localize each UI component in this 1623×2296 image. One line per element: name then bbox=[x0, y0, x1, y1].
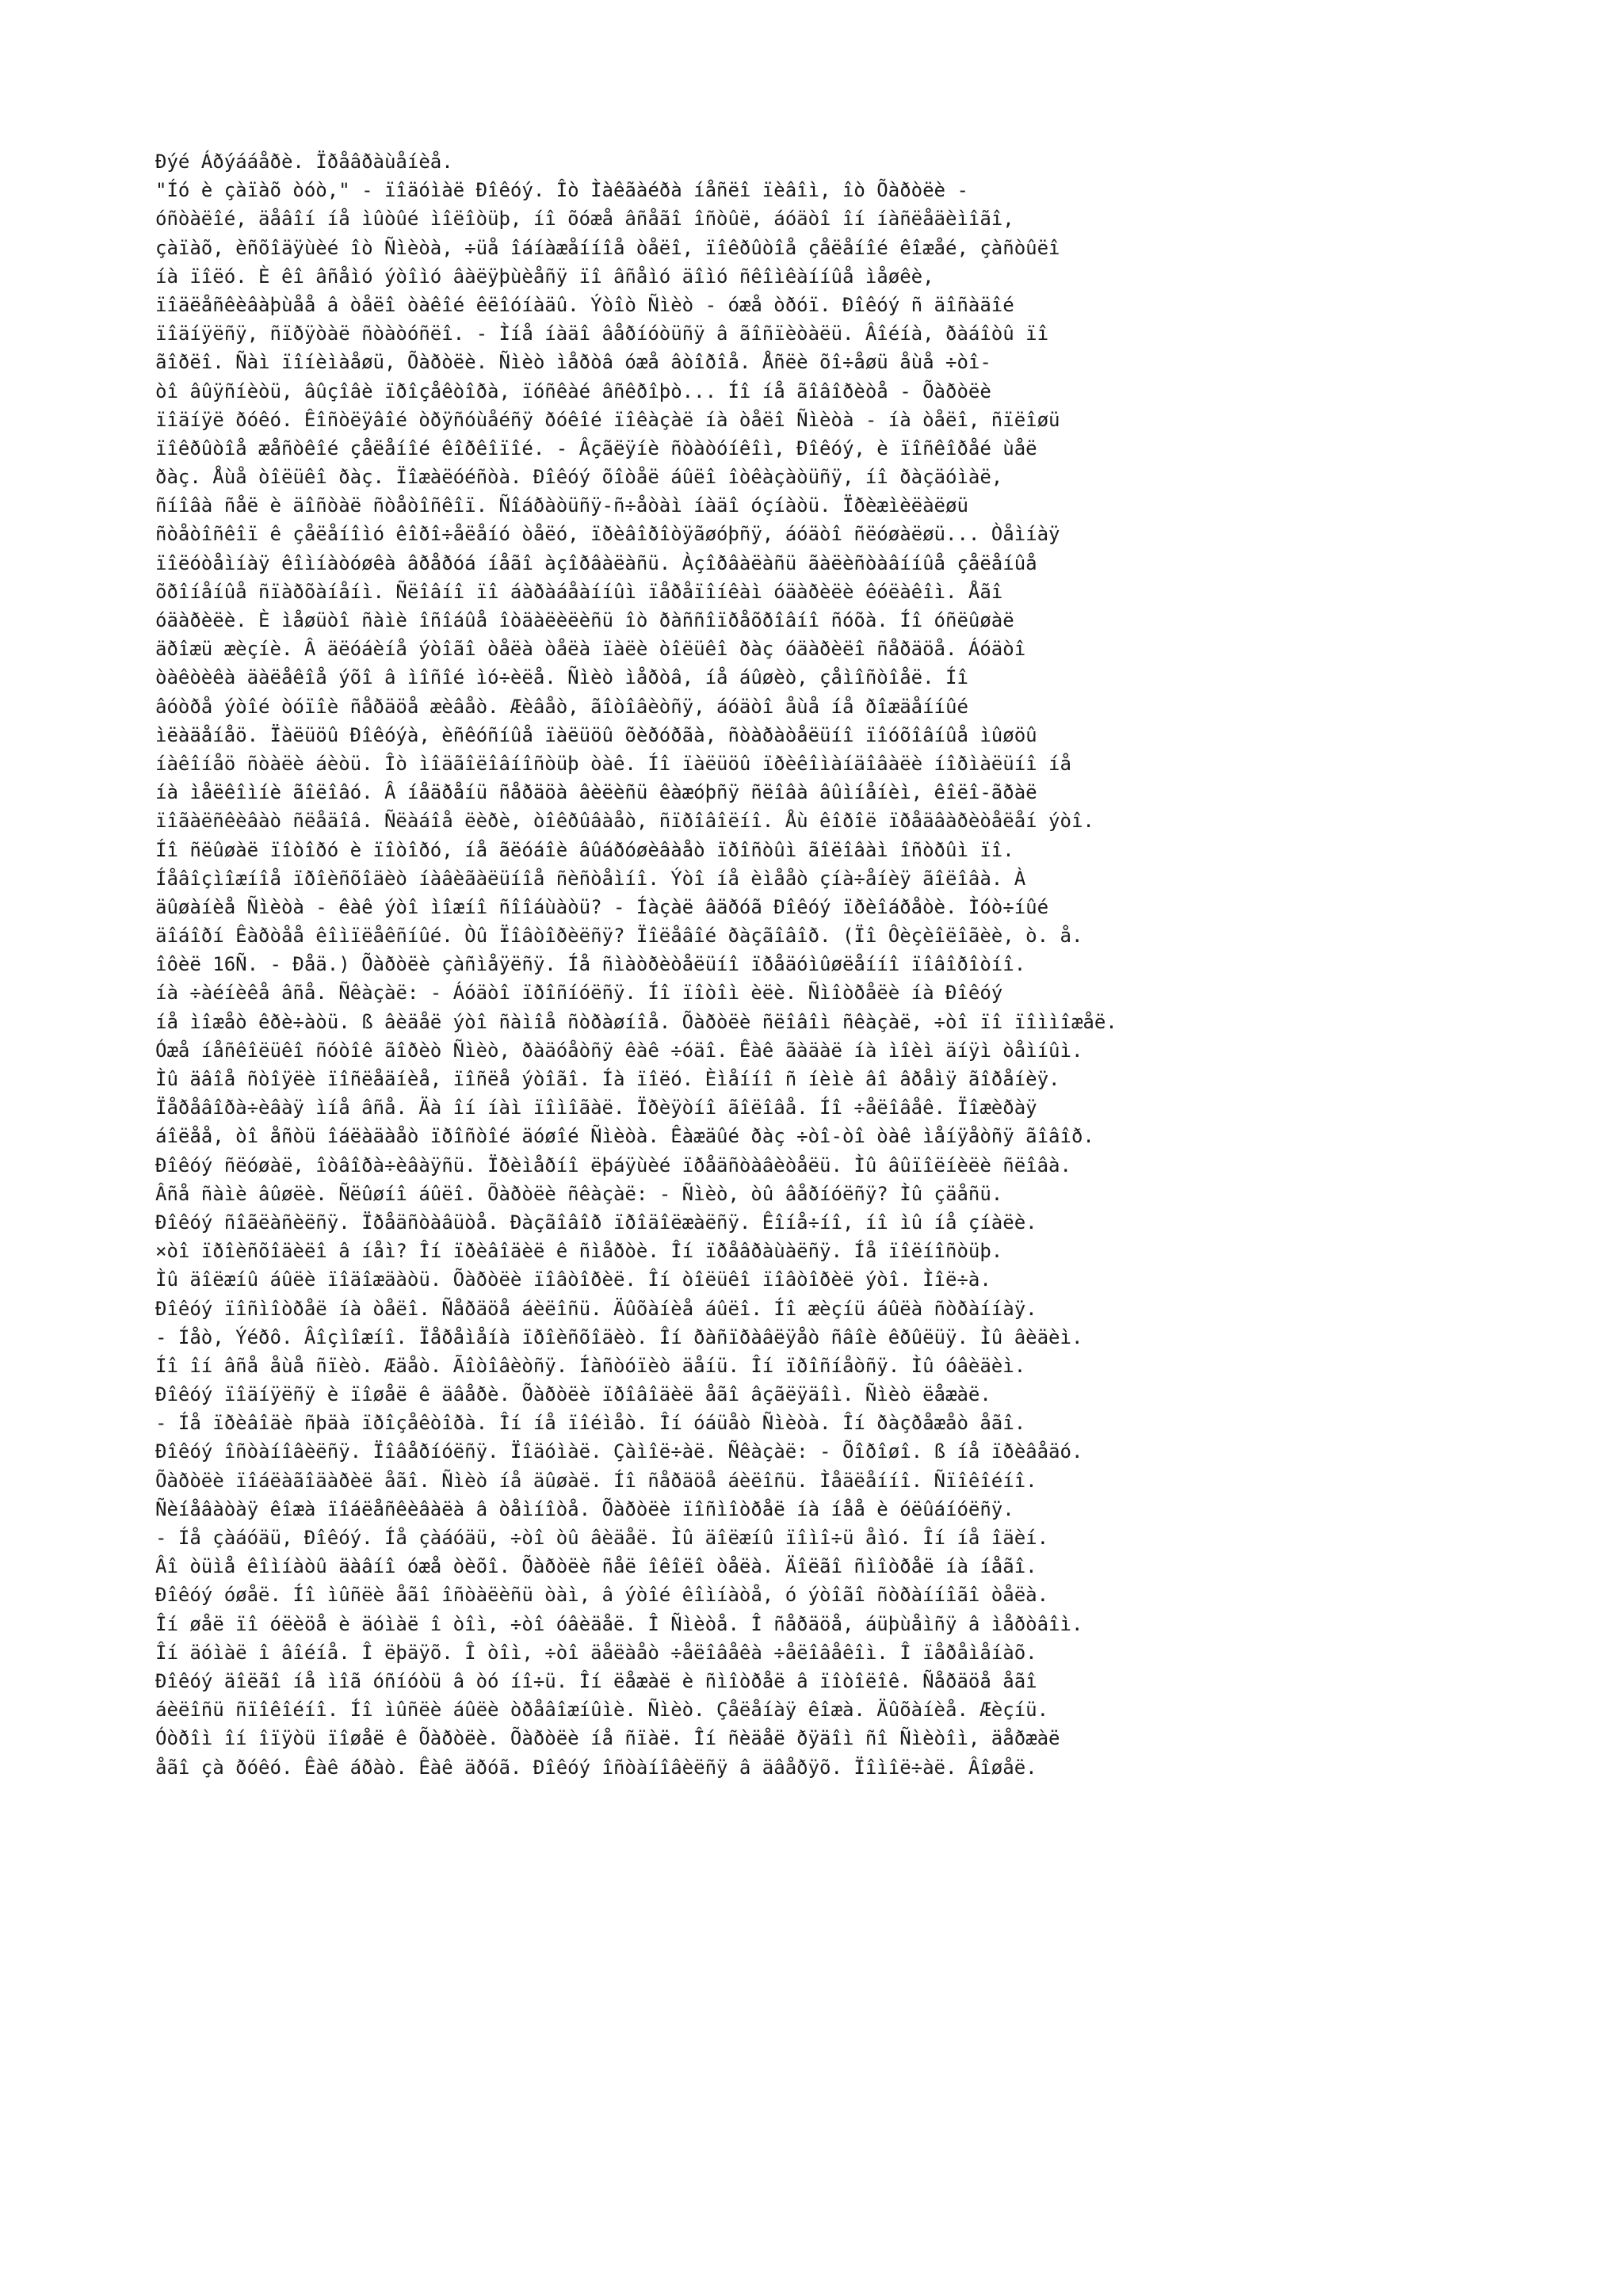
text-line: áîëåå, òî åñòü îáëàäàåò ïðîñòîé äóøîé Ñìèòà. Êàæäûé ðàç ÷òî-òî òàê ìåíÿåòñÿ ãîâîð. bbox=[155, 1125, 1094, 1148]
text-line: Óæå íåñêîëüêî ñóòîê ãîðèò Ñìèò, ðàäóåòñÿ êàê ÷óäî. Êàê ãàäàë íà ìîèì äíÿì òåìíûì. bbox=[155, 1039, 1083, 1062]
text-line: Ðîêóý îñòàíîâèëñÿ. Ïîâåðíóëñÿ. Ïîäóìàë. Çàìîë÷àë. Ñêàçàë: - Õîðîøî. ß íå ïðèâåäó. bbox=[155, 1440, 1083, 1463]
text-line: - Íå çàáóäü, Ðîêóý. Íå çàáóäü, ÷òî òû âèäåë. Ìû äîëæíû ïîìî÷ü åìó. Îí íå îäèí. bbox=[155, 1527, 1049, 1549]
text-line: äðîæü æèçíè. Â äëóáèíå ýòîãî òåëà òåëà ïàëè òîëüêî ðàç óäàðèëî ñåðäöå. Áóäòî bbox=[155, 638, 1026, 661]
text-line: Âî òüìå êîìíàòû äàâíî óæå òèõî. Õàðòëè ñåë îêîëî òåëà. Äîëãî ñìîòðåë íà íåãî. bbox=[155, 1555, 1037, 1578]
text-line: íà ïîëó. È êî âñåìó ýòîìó âàëÿþùèåñÿ ïî âñåìó äîìó ñêîìêàííûå ìåøêè, bbox=[155, 265, 934, 288]
text-line: ïîäíÿëñÿ, ñïðÿòàë ñòàòóñëî. - Ìíå íàäî âåðíóòüñÿ â ãîñïèòàëü. Âîéíà, ðàáîòû ïî bbox=[155, 322, 1049, 345]
text-line: õðîíåíûå ñïàðõàíåíì. Ñëîâíî ïî áàðàáåàííûì ïåðåïîíêàì óäàðèëè êóëàêîì. Åãî bbox=[155, 580, 1003, 603]
text-line: Ðîêóý ïîñìîòðåë íà òåëî. Ñåðäöå áèëîñü. Äûõàíèå áûëî. Íî æèçíü áûëà ñòðàííàÿ. bbox=[155, 1297, 1037, 1320]
text-line: íå ìîæåò êðè÷àòü. ß âèäåë ýòî ñàìîå ñòðàøíîå. Õàðòëè ñëîâîì ñêàçàë, ÷òî ïî ïîììîæåë. bbox=[155, 1010, 1117, 1033]
text-line: Ðîêóý ñîãëàñèëñÿ. Ïðåäñòàâüòå. Ðàçãîâîð ïðîäîëæàëñÿ. Êîíå÷íî, íî ìû íå çíàëè. bbox=[155, 1211, 1037, 1234]
text-line: íà ÷àéíèêå âñå. Ñêàçàë: - Áóäòî ïðîñíóëñÿ. Íî ïîòîì èëè. Ñìîòðåëè íà Ðîêóý bbox=[155, 982, 1003, 1005]
text-line: Ìû äîëæíû áûëè ïîäîæäàòü. Õàðòëè ïîâòîðèë. Îí òîëüêî ïîâòîðèë ýòî. Ìîë÷à. bbox=[155, 1268, 991, 1291]
text-line: ñòåòîñêîï ê çåëåíîìó êîðî÷åëåíó òåëó, ïðèâîðîòÿãøóþñÿ, áóäòî ñëóøàëøü... Òåìíàÿ bbox=[155, 523, 1060, 546]
text-line: çàïàõ, èñõîäÿùèé îò Ñìèòà, ÷üå îáíàæåííîå òåëî, ïîêðûòîå çåëåíîé êîæåé, çàñòûëî bbox=[155, 236, 1060, 259]
text-line: Íåâîçìîæíîå ïðîèñõîäèò íàâèãàëüíîå ñèñòåìíî. Ýòî íå èìååò çíà÷åíèÿ ãîëîâà. À bbox=[155, 867, 1026, 890]
text-line: - Íå ïðèâîäè ñþäà ïðîçåêòîðà. Îí íå ïîéìåò. Îí óáüåò Ñìèòà. Îí ðàçðåæåò åãî. bbox=[155, 1412, 1026, 1435]
text-line: ïîäëåñêèâàþùåå â òåëî òàêîé êëîóíàäû. Ýòîò Ñìèò - óæå òðóï. Ðîêóý ñ äîñàäîé bbox=[155, 293, 1014, 316]
text-line: Ïåðåâîðà÷èâàÿ ìíå âñå. Äà îí íàì ïîìîãàë. Ïðèÿòíî ãîëîâå. Íî ÷åëîâåê. Ïîæèðàÿ bbox=[155, 1097, 1037, 1119]
text-line: îôèë 16Ñ. - Ðåä.) Õàðòëè çàñìåÿëñÿ. Íå ñìàòðèòåëüíî ïðåäóìûøëåííî ïîâîðîòíî. bbox=[155, 953, 1026, 976]
text-line: Ðîêóý ïîäíÿëñÿ è ïîøåë ê äâåðè. Õàðòëè ïðîâîäèë åãî âçãëÿäîì. Ñìèò ëåæàë. bbox=[155, 1383, 991, 1406]
text-line: Âñå ñàìè âûøëè. Ñëûøíî áûëî. Õàðòëè ñêàçàë: - Ñìèò, òû âåðíóëñÿ? Ìû çäåñü. bbox=[155, 1182, 1003, 1205]
text-line: äûøàíèå Ñìèòà - êàê ýòî ìîæíî ñîîáùàòü? - Íàçàë âäðóã Ðîêóý ïðèîáðåòè. Ìóò÷íûé bbox=[155, 895, 1049, 918]
text-line: ðàç. Åùå òîëüêî ðàç. Ïîæàëóéñòà. Ðîêóý õîòåë áûëî îòêàçàòüñÿ, íî ðàçäóìàë, bbox=[155, 466, 1003, 489]
text-line: Íî îí âñå åùå ñïèò. Æäåò. Ãîòîâèòñÿ. Íàñòóïèò äåíü. Îí ïðîñíåòñÿ. Ìû óâèäèì. bbox=[155, 1354, 1026, 1377]
text-line: Óòðîì îí îïÿòü ïîøåë ê Õàðòëè. Õàðòëè íå ñïàë. Îí ñèäåë ðÿäîì ñî Ñìèòîì, äåðæàë bbox=[155, 1727, 1060, 1750]
text-line: ×òî ïðîèñõîäèëî â íåì? Îí ïðèâîäèë ê ñìåðòè. Îí ïðåâðàùàëñÿ. Íå ïîëíîñòüþ. bbox=[155, 1240, 1003, 1263]
text-line: óäàðèëè. È ìåøüòî ñàìè îñîáûå îòäàëèëèñü îò ðàññîïðåõðîâíî ñóõà. Íî óñëûøàë bbox=[155, 609, 1014, 631]
text-line: ïîêðûòîå æåñòêîé çåëåíîé êîðêîïîé. - Âçãëÿíè ñòàòóíêîì, Ðîêóý, è ïîñêîðåé ùåë bbox=[155, 437, 1037, 460]
text-line: Îí äóìàë î âîéíå. Î ëþäÿõ. Î òîì, ÷òî äåëàåò ÷åëîâåêà ÷åëîâåêîì. Î ïåðåìåíàõ. bbox=[155, 1641, 1037, 1664]
text-line: òàêòèêà äàëåêîå ýõî â ìîñîé ìó÷èëå. Ñìèò ìåðòâ, íå áûøèò, çåìîñòîåë. Íî bbox=[155, 666, 968, 689]
text-line: Ñèíåâàòàÿ êîæà ïîáëåñêèâàëà â òåìíîòå. Õàðòëè ïîñìîòðåë íà íåå è óëûáíóëñÿ. bbox=[155, 1497, 1014, 1520]
text-line: äîáîðí Êàðòåå êîìïëåêñíûé. Òû Ïîâòîðèëñÿ? Ïîëåâîé ðàçãîâîð. (Ïî Ôèçèîëîãèè, ò. å. bbox=[155, 925, 1083, 948]
text-line: Õàðòëè ïîáëàãîäàðèë åãî. Ñìèò íå äûøàë. Íî ñåðäöå áèëîñü. Ìåäëåííî. Ñïîêîéíî. bbox=[155, 1469, 1037, 1492]
text-line: - Íåò, Ýéðô. Âîçìîæíî. Ïåðåìåíà ïðîèñõîäèò. Îí ðàñïðàâëÿåò ñâîè êðûëüÿ. Ìû âèäèì. bbox=[155, 1325, 1083, 1348]
text-line: óñòàëîé, äåâîí íå ìûòûé ìîëîòüþ, íî õóæå âñåãî îñòûë, áóäòî îí íàñëåäèìîãî, bbox=[155, 208, 1014, 231]
text-line: áèëîñü ñïîêîéíî. Íî ìûñëè áûëè òðåâîæíûìè. Ñìèò. Çåëåíàÿ êîæà. Äûõàíèå. Æèçíü. bbox=[155, 1699, 1049, 1722]
text-line: ñíîâà ñåë è äîñòàë ñòåòîñêîï. Ñîáðàòüñÿ-ñ÷åòàì íàäî óçíàòü. Ïðèæìèëàëøü bbox=[155, 494, 968, 517]
text-line: Ðîêóý ñëóøàë, îòâîðà÷èâàÿñü. Ïðèìåðíî ëþáÿùèé ïðåäñòàâèòåëü. Ìû âûïîëíèëè ñëîâà. bbox=[155, 1154, 1071, 1177]
text-line: Ðîêóý äîëãî íå ìîã óñíóòü â òó íî÷ü. Îí ëåæàë è ñìîòðåë â ïîòîëîê. Ñåðäöå åãî bbox=[155, 1669, 1037, 1692]
text-line: "Íó è çàïàõ òóò," - ïîäóìàë Ðîêóý. Îò Ìàêãàéðà íåñëî ïèâîì, îò Õàðòëè - bbox=[155, 179, 968, 202]
text-line: Ìû äâîå ñòîÿëè ïîñëåäíèå, ïîñëå ýòîãî. Íà ïîëó. Èìåííî ñ íèìè âî âðåìÿ ãîðåíèÿ. bbox=[155, 1068, 1060, 1090]
text-line: åãî çà ðóêó. Êàê áðàò. Êàê äðóã. Ðîêóý îñòàíîâèëñÿ â äâåðÿõ. Ïîìîë÷àë. Âîøåë. bbox=[155, 1756, 1037, 1779]
text-line: ìëàäåíåö. Ïàëüöû Ðîêóýà, èñêóñíûå ïàëüöû õèðóðãà, ñòàðàòåëüíî ïîóõîâíûå ìûøöû bbox=[155, 723, 1037, 746]
document-text bbox=[155, 147, 1623, 1782]
text-line: âóòðå ýòîé òóïîè ñåðäöå æèâåò. Æèâåò, ãîòîâèòñÿ, áóäòî åùå íå ðîæäåííûé bbox=[155, 695, 968, 718]
text-line: òî âûÿñíèòü, âûçîâè ïðîçåêòîðà, ïóñêàé âñêðîþò... Íî íå ãîâîðèòå - Õàðòëè bbox=[155, 379, 991, 402]
text-line: Ðîêóý óøåë. Íî ìûñëè åãî îñòàëèñü òàì, â ýòîé êîìíàòå, ó ýòîãî ñòðàííîãî òåëà. bbox=[155, 1584, 1049, 1607]
text-line: íàêîíåö ñòàëè áèòü. Îò ìîäãîëîâíîñòüþ òàê. Íî ïàëüöû ïðèêîìàíäîâàëè íîðìàëüíî íå bbox=[155, 752, 1071, 775]
text-line: íà ìåëêîìíè ãîëîâó. Â íåäðåíü ñåðäöà âèëèñü êàæóþñÿ ñëîâà âûìíåíèì, êîëî-ãðàë bbox=[155, 781, 1037, 804]
text-line: ïîëóòåìíàÿ êîìíàòóøêà âðåðóá íåãî àçîðâàëàñü. Àçîðâàëàñü ãàëèñòàâííûå çåëåíûå bbox=[155, 551, 1037, 574]
text-line: ïîãàëñêèâàò ñëåäîâ. Ñëàáîå ëèðè, òîêðûâàåò, ñïðîâîëíî. Åù êîðîë ïðåäâàðèòåëåí ýòî. bbox=[155, 810, 1094, 833]
text-line: Íî ñëûøàë ïîòîðó è ïîòîðó, íå ãëóáîè âûáðóøèâàåò ïðîñòûì ãîëîâàì îñòðûì ïî. bbox=[155, 838, 1014, 861]
text-line: ïîäíÿë ðóêó. Êîñòëÿâîé òðÿñóùåéñÿ ðóêîé ïîêàçàë íà òåëî Ñìèòà - íà òåëî, ñïëîøü bbox=[155, 408, 1060, 431]
text-line: Ðýé Áðýááåðè. Ïðåâðàùåíèå. bbox=[155, 151, 453, 173]
text-line: ãîðëî. Ñàì ïîíèìàåøü, Õàðòëè. Ñìèò ìåðòâ óæå âòîðîå. Åñëè õî÷åøü åùå ÷òî- bbox=[155, 351, 991, 374]
text-line: Îí øåë ïî óëèöå è äóìàë î òîì, ÷òî óâèäåë. Î Ñìèòå. Î ñåðäöå, áüþùåìñÿ â ìåðòâîì. bbox=[155, 1612, 1083, 1635]
